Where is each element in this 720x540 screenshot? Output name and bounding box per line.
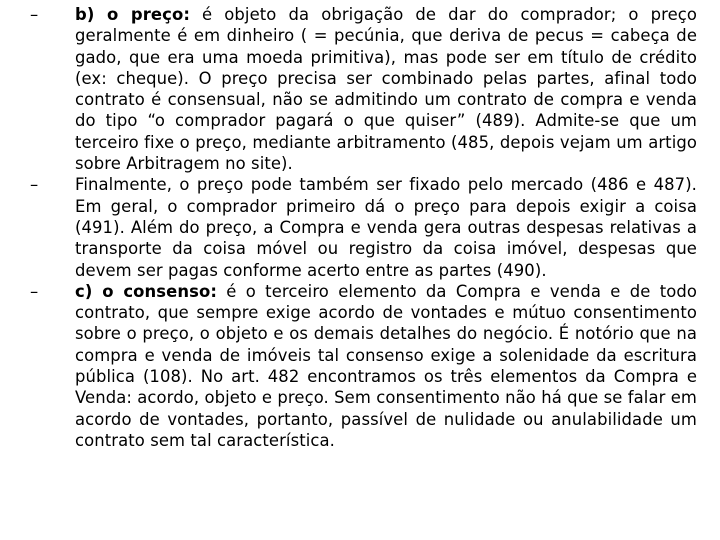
bullet-preco	[30, 4, 697, 174]
bullet-dash: –	[30, 281, 39, 301]
bullet-lead-consenso: c) o consenso:	[75, 281, 217, 301]
bullet-mercado	[30, 174, 697, 280]
bullet-text-preco: é objeto da obrigação de dar do comprador; o preço geralmente é em dinheiro ( = pecúnia, que deriva de pecus = cabeça de gado, que era uma moeda primitiva), mas pode ser em título de crédito (ex: cheque). O preço precisa ser combinado pelas partes, afinal todo contrato é consensual, não se admitindo um contrato de compra e venda do tipo “o comprador pagará o que quiser” (489). Admite-se que um terceiro fixe o preço, mediante arbitramento (485, depois vejam um artigo sobre Arbitragem no site).	[75, 5, 697, 174]
bullet-dash: –	[30, 5, 39, 24]
bullet-lead-preco: b) o preço:	[75, 5, 190, 24]
bullet-text-mercado: Finalmente, o preço pode também ser fixado pelo mercado (486 e 487). Em geral, o comprador primeiro dá o preço para depois exigir a coisa (491). Além do preço, a Compra e venda gera outras despesas relativas a transporte da coisa móvel ou registro da coisa imóvel, despesas que devem ser pagas conforme acerto entre as partes (490).	[75, 175, 697, 280]
bullet-list	[30, 4, 697, 451]
bullet-dash: –	[30, 175, 39, 195]
bullet-text-consenso: é o terceiro elemento da Compra e venda e de todo contrato, que sempre exige acordo de vontades e mútuo consentimento sobre o preço, o objeto e os demais detalhes do negócio. É notório que na compra e venda de imóveis tal consenso exige a solenidade da escritura pública (108). No art. 482 encontramos os três elementos da Compra e Venda: acordo, objeto e preço. Sem consentimento não há que se falar em acordo de vontades, portanto, passível de nulidade ou anulabilidade um contrato sem tal característica.	[75, 281, 697, 450]
bullet-consenso	[30, 281, 697, 451]
